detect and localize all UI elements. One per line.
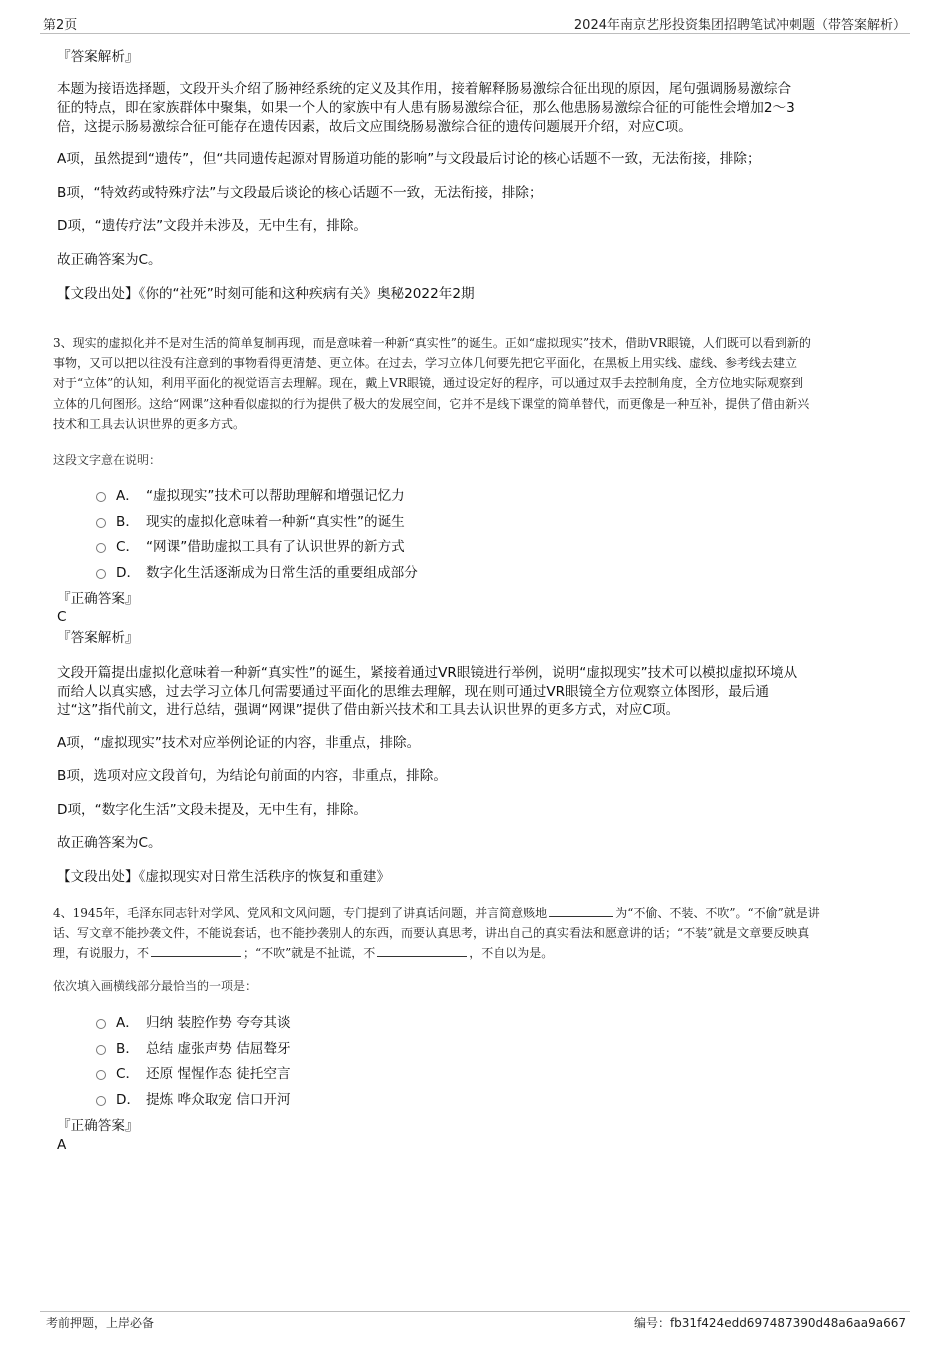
- q4-passage-line-2: 话、写文章不能抄袭文件，不能说套话，也不能抄袭别人的东西，而要认真思考，讲出自己的真实看法和愿意讲的话；“不装”就是文章要反映真: [53, 926, 810, 940]
- q4-answer: A: [57, 1137, 67, 1153]
- footer-slogan: 考前押题，上岸必备: [46, 1316, 155, 1330]
- option-text: 提炼 哗众取宠 信口开河: [146, 1092, 291, 1108]
- q3-option-d[interactable]: D． 数字化生活逐渐成为日常生活的重要组成部分: [96, 561, 418, 581]
- radio-button-icon[interactable]: [96, 569, 106, 579]
- radio-button-icon[interactable]: [96, 1045, 106, 1055]
- q3-passage-line-3: 对于“立体”的认知，利用平面化的视觉语言去理解。现在，戴上VR眼镜，通过设定好的程序，可以通过双手去控制角度，全方位地实际观察到: [53, 376, 803, 390]
- header-divider: [40, 33, 910, 34]
- q3-passage-line-5: 技术和工具去认识世界的更多方式。: [53, 417, 246, 431]
- q4-option-d[interactable]: D． 提炼 哗众取宠 信口开河: [96, 1088, 291, 1108]
- q3-source: 【文段出处】《虚拟现实对日常生活秩序的恢复和重建》: [57, 869, 391, 885]
- q3-option-b[interactable]: B． 现实的虚拟化意味着一种新“真实性”的诞生: [96, 510, 405, 530]
- q3-passage-line-4: 立体的几何图形。这给“网课”这种看似虚拟的行为提供了极大的发展空间，它并不是线下课堂的简单替代，而更像是一种互补，提供了借由新兴: [53, 397, 810, 411]
- q2-analysis-line-3: 倍，这提示肠易激综合征可能存在遗传因素，故后文应围绕肠易激综合征的遗传问题展开介绍，对应C项。: [57, 119, 692, 135]
- q4-passage-line-3: 理，有说服力，不 ；“不吹”就是不扯谎，不 ，不自以为是。: [53, 946, 554, 960]
- q3-analysis-line-1: 文段开篇提出虚拟化意味着一种新“真实性”的诞生，紧接着通过VR眼镜进行举例，说明“虚拟现实”技术可以模拟虚拟环境从: [57, 665, 798, 681]
- q4-option-c[interactable]: C． 还原 惺惺作态 徒托空言: [96, 1062, 291, 1082]
- radio-button-icon[interactable]: [96, 492, 106, 502]
- q4-stem: 依次填入画横线部分最恰当的一项是：: [53, 979, 258, 993]
- q2-analysis-line-2: 征的特点，即在家族群体中聚集，如果一个人的家族中有人患有肠易激综合征，那么他患肠易激综合征的可能性会增加2～3: [57, 100, 795, 116]
- q2-analysis-line-1: 本题为接语选择题，文段开头介绍了肠神经系统的定义及其作用，接着解释肠易激综合征出现的原因，尾句强调肠易激综合: [57, 81, 792, 97]
- q2-analysis-label: 『答案解析』: [57, 49, 139, 65]
- q3-passage-line-2: 事物，又可以把以往没有注意到的事物看得更清楚、更立体。在过去，学习立体几何要先把它平面化，在黑板上用实线、虚线、参考线去建立: [53, 356, 798, 370]
- q3-option-c[interactable]: C． “网课”借助虚拟工具有了认识世界的新方式: [96, 535, 405, 555]
- radio-button-icon[interactable]: [96, 1096, 106, 1106]
- q3-option-a[interactable]: A． “虚拟现实”技术可以帮助理解和增强记忆力: [96, 484, 405, 504]
- q4-passage-line-1: 4、1945年，毛泽东同志针对学风、党风和文风问题，专门提到了讲真话问题，并言简意赅地 为“不偷、不装、不吹”。“不偷”就是讲: [53, 906, 820, 920]
- option-text: 数字化生活逐渐成为日常生活的重要组成部分: [146, 565, 418, 581]
- option-text: “网课”借助虚拟工具有了认识世界的新方式: [146, 539, 405, 555]
- q2-source: 【文段出处】《你的“社死”时刻可能和这种疾病有关》奥秘2022年2期: [57, 286, 475, 302]
- q2-conclusion: 故正确答案为C。: [57, 252, 162, 268]
- q3-analysis-label: 『答案解析』: [57, 630, 139, 646]
- q3-analysis-line-2: 而给人以真实感，过去学习立体几何需要通过平面化的思维去理解，现在则可通过VR眼镜全方位观察立体图形，最后通: [57, 684, 770, 700]
- q3-passage-line-1: 3、现实的虚拟化并不是对生活的简单复制再现，而是意味着一种新“真实性”的诞生。正如“虚拟现实”技术，借助VR眼镜，人们既可以看到新的: [53, 336, 811, 350]
- q2-option-b-analysis: B项，“特效药或特殊疗法”与文段最后谈论的核心话题不一致，无法衔接，排除；: [57, 185, 543, 201]
- q2-option-a-analysis: A项，虽然提到“遗传”，但“共同遗传起源对胃肠道功能的影响”与文段最后讨论的核心话题不一致，无法衔接，排除；: [57, 151, 761, 167]
- fill-blank-2: [151, 944, 241, 957]
- fill-blank-3: [377, 944, 467, 957]
- q3-option-d-analysis: D项，“数字化生活”文段未提及，无中生有，排除。: [57, 802, 368, 818]
- radio-button-icon[interactable]: [96, 518, 106, 528]
- radio-button-icon[interactable]: [96, 543, 106, 553]
- fill-blank-1: [549, 904, 613, 917]
- option-text: “虚拟现实”技术可以帮助理解和增强记忆力: [146, 488, 405, 504]
- q4-option-b[interactable]: B． 总结 虚张声势 佶屈聱牙: [96, 1037, 291, 1057]
- radio-button-icon[interactable]: [96, 1019, 106, 1029]
- q3-analysis-line-3: 过“这”指代前文，进行总结，强调“网课”提供了借由新兴技术和工具去认识世界的更多方式，对应C项。: [57, 702, 680, 718]
- q3-option-a-analysis: A项，“虚拟现实”技术对应举例论证的内容，非重点，排除。: [57, 735, 421, 751]
- q2-option-d-analysis: D项，“遗传疗法”文段并未涉及，无中生有，排除。: [57, 218, 368, 234]
- q3-answer: C: [57, 609, 67, 625]
- q4-answer-label: 『正确答案』: [57, 1118, 139, 1134]
- document-title: 2024年南京艺彤投资集团招聘笔试冲刺题（带答案解析）: [573, 18, 906, 33]
- option-text: 归纳 装腔作势 夸夸其谈: [146, 1015, 291, 1031]
- q4-option-a[interactable]: A． 归纳 装腔作势 夸夸其谈: [96, 1011, 291, 1031]
- q3-option-b-analysis: B项，选项对应文段首句，为结论句前面的内容，非重点，排除。: [57, 768, 447, 784]
- q3-stem: 这段文字意在说明：: [53, 453, 162, 467]
- q3-answer-label: 『正确答案』: [57, 591, 139, 607]
- option-text: 还原 惺惺作态 徒托空言: [146, 1066, 291, 1082]
- option-text: 总结 虚张声势 佶屈聱牙: [146, 1041, 291, 1057]
- footer-divider: [40, 1311, 910, 1312]
- option-text: 现实的虚拟化意味着一种新“真实性”的诞生: [146, 514, 405, 530]
- document-code: 编号：fb31f424edd697487390d48a6aa9a667: [633, 1316, 906, 1330]
- q3-conclusion: 故正确答案为C。: [57, 835, 162, 851]
- radio-button-icon[interactable]: [96, 1070, 106, 1080]
- page-number: 第2页: [43, 18, 78, 33]
